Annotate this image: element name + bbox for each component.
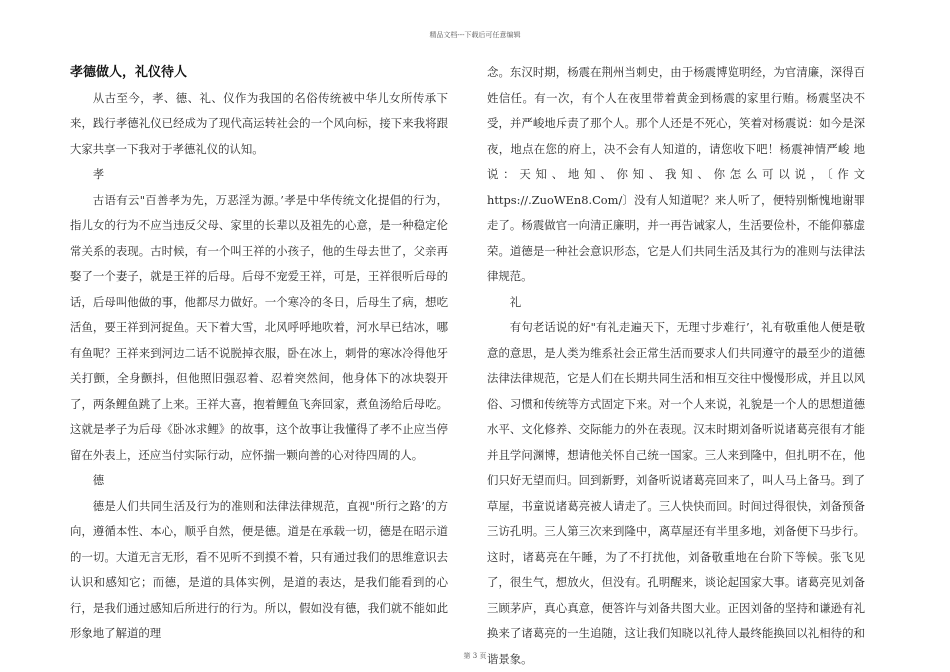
xiao-paragraph: 古语有云"百善孝为先，万恶淫为源。’孝是中华传统文化提倡的行为，指儿女的行为不应当违反父母、家里的长辈以及祖先的心意，是一种稳定伦常关系的表现。古时候，有一个叫王祥的小孩子，他的生母去世了，父亲再娶了一个妻子，就是王祥的后母。后母不宠爱王祥，可是，王祥很听后母的话，后母叫他做的事，他都尽力做好。一个寒冷的冬日，后母生了病，想吃活鱼，要王祥到河捉鱼。天下着大雪，北风呼呼地吹着，河水早已结冰，哪有鱼呢？王祥来到河边二话不说脱掉衣服，卧在冰上，刺骨的寒冰冷得他牙关打颤，全身颤抖，但他照旧强忍着、忍着突然间，他身体下的冰块裂开了，两条鲤鱼跳了上来。王祥大喜，抱着鲤鱼飞奔回家，煮鱼汤给后母吃。这就是孝子为后母《卧冰求鲤》的故事，这个故事让我懂得了孝不止应当停留在外表上，还应当付实际行动，应怀揣一颗向善的心对待四周的人。	[70, 192, 448, 462]
section-heading-li: 礼	[509, 294, 522, 309]
section-heading-de: 德	[92, 473, 105, 487]
section-heading-xiao: 孝	[92, 167, 105, 181]
de-paragraph-continued: 念。东汉时期，杨震在荆州当刺史，由于杨震博览明经，为官清廉，深得百姓信任。有一次，有个人在夜里带着黄金到杨震的家里行贿。杨震坚决不受，并严峻地斥责了那个人。那个人还是不死心，笑着对杨震说：如今是深夜，地点在您的府上，决不会有人知道的，请您收下吧！杨震神情严峻 地说：天知、地知、你知、我知、你怎么可以说，〔作文https://.ZuoWEn8.Com/〕没有人知道呢？来人听了，便特别惭愧地谢罪走了。杨震做官一向清正廉明，并一再告诫家人，生活要俭朴，不能仰慕虚荣。道德是一种社会意识形态，它是人们共同生活及其行为的准则与法律法律规范。	[487, 65, 865, 283]
page-number: 第 3 页	[463, 652, 487, 660]
left-column	[70, 60, 448, 647]
de-paragraph: 德是人们共同生活及行为的准则和法律法律规范，直视"所行之路’的方向，遵循本性、本心，顺乎自然，便是德。道是在承载一切，德是在昭示道的一切。大道无言无形，看不见听不到摸不着，只有通过我们的思维意识去认识和感知它；而德，是道的具体实例，是道的表达，是我们能看到的心行，是我们通过感知后所进行的行为。所以，假如没有德，我们就不能如此形象地了解道的理	[70, 498, 448, 640]
right-column	[487, 60, 865, 672]
page-header: 精品文档---下载后可任意编辑	[429, 31, 521, 39]
li-paragraph: 有句老话说的好"有礼走遍天下，无理寸步难行’，礼有敬重他人便是敬意的意思，是人类为维系社会正常生活而要求人们共同遵守的最至少的道德法律法律规范，它是人们在长期共同生活和相互交往中慢慢形成，并且以风俗、习惯和传统等方式固定下来。对一个人来说，礼貌是一个人的思想道德水平、文化修养、交际能力的外在表现。汉末时期刘备听说诸葛亮很有才能并且学问渊博，想请他关怀自己统一国家。三人来到隆中，但扎明不在，他们只好无望而归。回到新野，刘备听说诸葛亮回来了，叫人马上备马。到了草屋，书童说诸葛亮被人请走了。三人快快而回。时间过得很快，刘备预备三访孔明。三人第三次来到隆中，离草屋还有半里多地，刘备便下马步行。这时，诸葛亮在午睡，为了不打扰他，刘备敬重地在台阶下等候。张飞见了，很生气，想放火，但没有。孔明醒来，谈论起国家大事。诸葛亮见刘备三顾茅庐，真心真意，便答许与刘备共图大业。正因刘备的坚持和谦逊有礼换来了诸葛亮的一生追随，这让我们知晓以礼待人最终能换回以礼相待的和谐景象。	[487, 320, 865, 666]
article-title: 孝德做人，礼仪待人	[70, 65, 188, 80]
intro-paragraph: 从古至今，孝、德、礼、仪作为我国的名俗传统被中华儿女所传承下来，践行孝德礼仪已经成为了现代高运转社会的一个风向标，接下来我将跟大家共享一下我对于孝德礼仪的认知。	[70, 90, 448, 156]
